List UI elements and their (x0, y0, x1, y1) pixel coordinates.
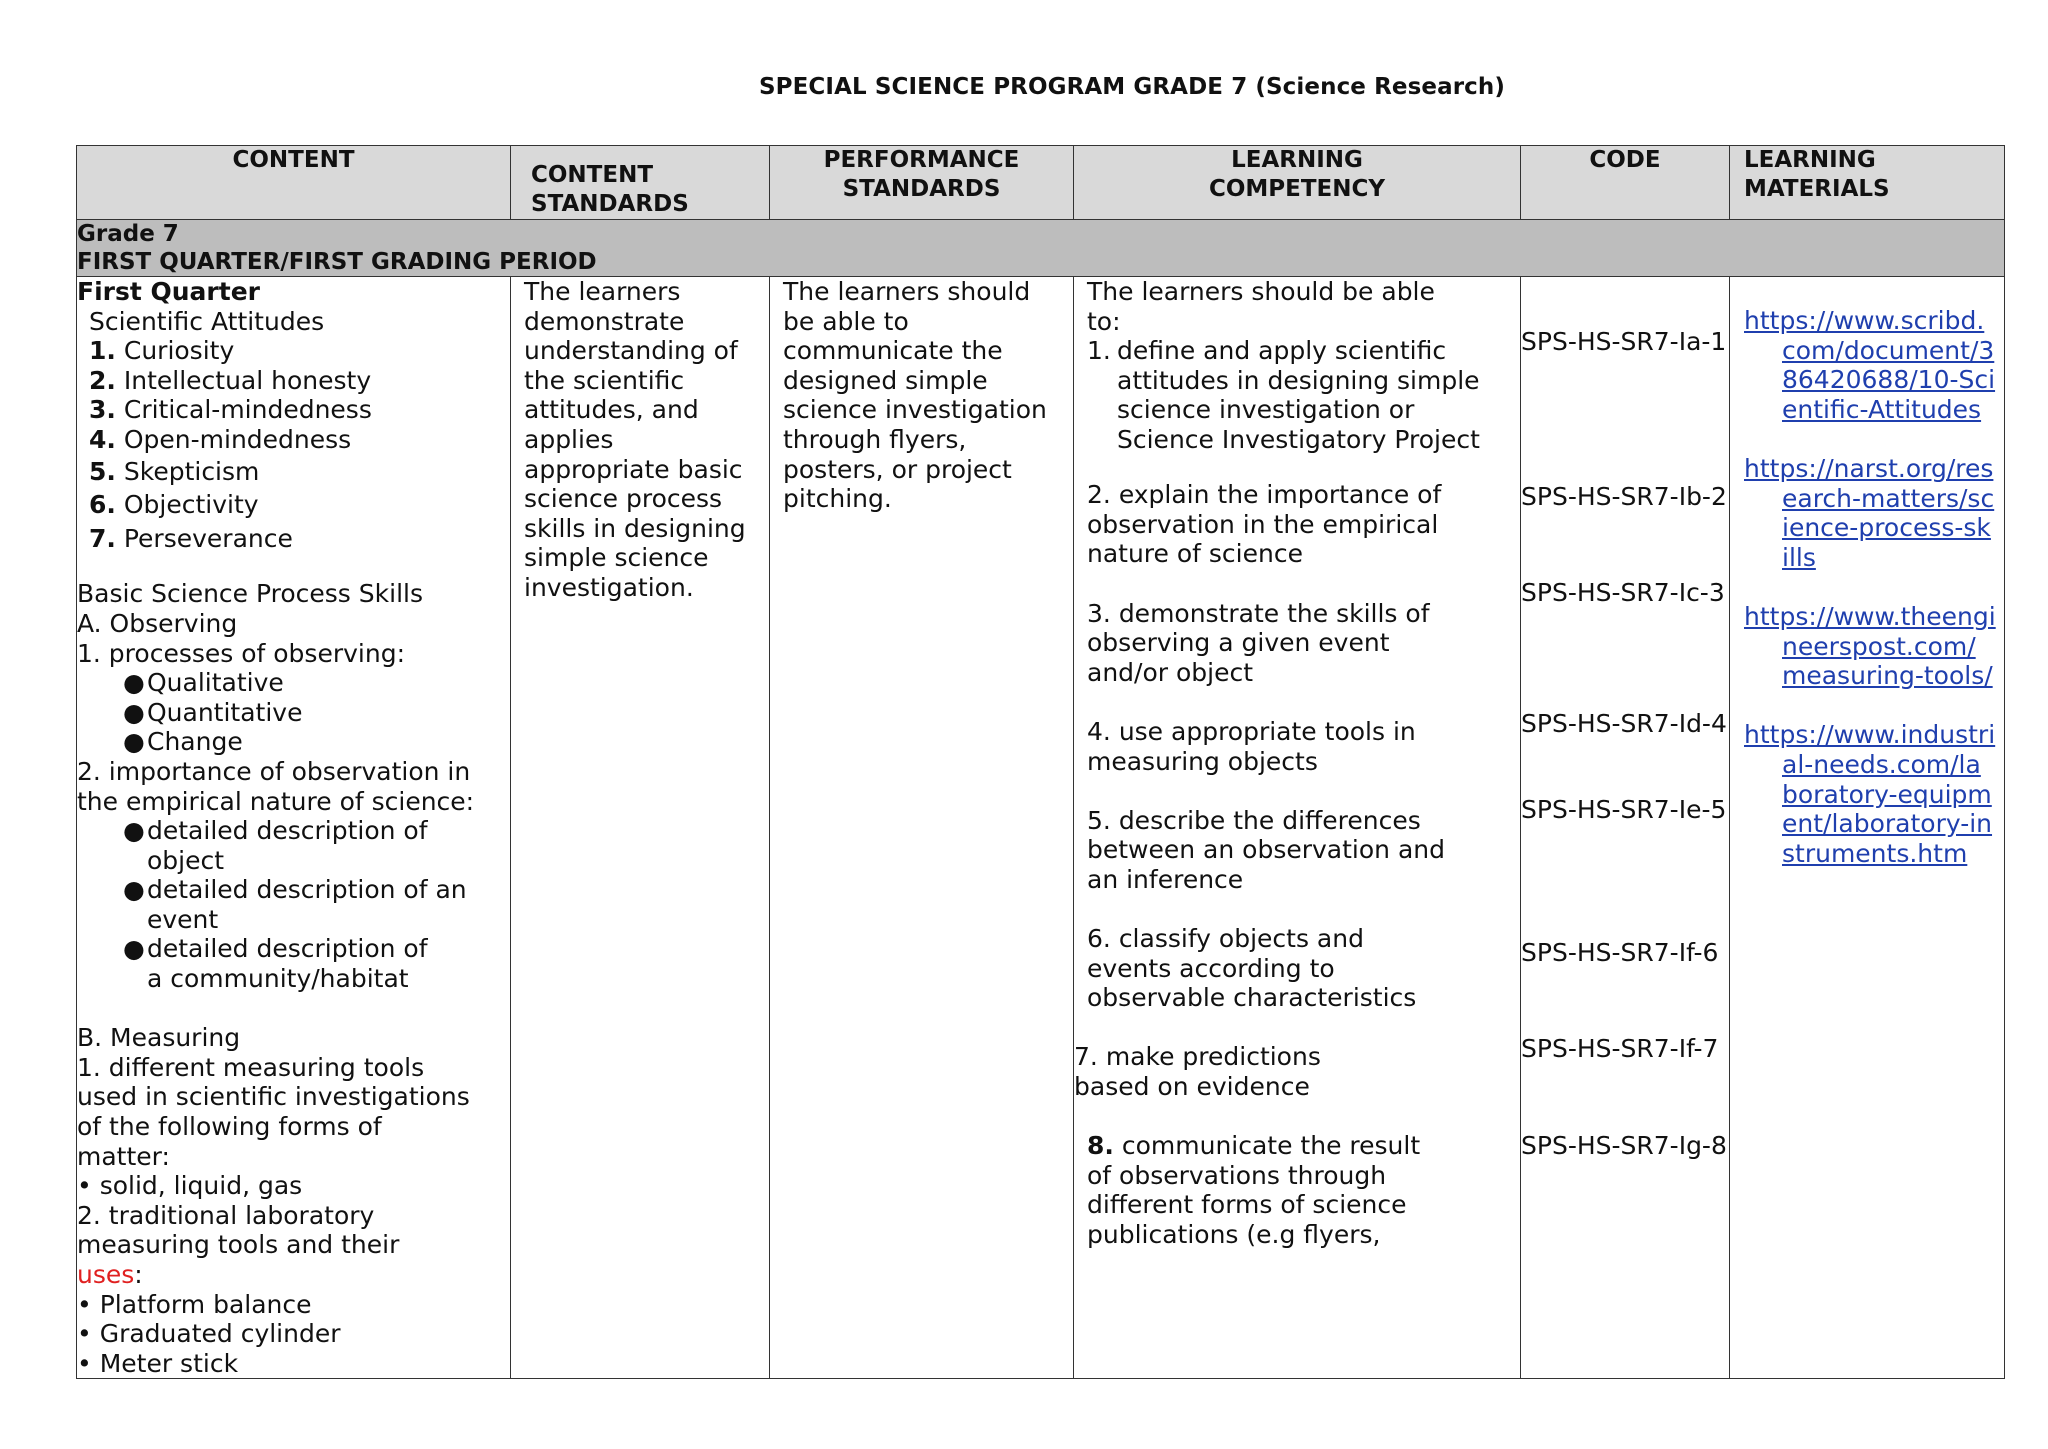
header-content: CONTENT (77, 146, 511, 220)
header-code: CODE (1521, 146, 1730, 220)
observing-processes: 1. processes of observing: (77, 638, 405, 668)
attitude-item: 7. Perseverance (89, 523, 293, 553)
attitude-item: 2. Intellectual honesty (89, 365, 372, 395)
list-item: • Graduated cylinder (77, 1319, 341, 1349)
observing-importance: 2. importance of observation in the empirical nature of science: (77, 756, 475, 816)
measuring-heading: B. Measuring (77, 1023, 241, 1053)
list-item: ● detailed description of object (123, 816, 428, 875)
list-item: ● Quantitative (123, 697, 303, 727)
learning-materials-cell (1730, 277, 2005, 1379)
content-cell (77, 277, 511, 1379)
code-label: SPS-HS-SR7-Ig-8 (1521, 1131, 1727, 1160)
list-item: ● Change (123, 727, 243, 757)
header-learning-competency: LEARNING COMPETENCY (1074, 146, 1521, 220)
list-item: • Meter stick (77, 1348, 239, 1378)
attitude-item: 3. Critical-mindedness (89, 395, 372, 425)
header-performance-standards: PERFORMANCE STANDARDS (770, 146, 1074, 220)
competency-item: 1. define and apply scientific attitudes in designing simple science investigation or Science Investigatory Project (1087, 336, 1480, 454)
band-grade: Grade 7 (77, 221, 179, 247)
competency-item: 5. describe the differences between an observation and an inference (1087, 805, 1445, 894)
content-row (77, 277, 2005, 1379)
material-link[interactable]: https://www.theengineerspost.com/measuring-tools/ (1744, 601, 1996, 691)
list-item: • solid, liquid, gas (77, 1171, 303, 1201)
code-label: SPS-HS-SR7-If-6 (1521, 938, 1719, 967)
grade-band-row (77, 220, 2005, 277)
header-content-standards: CONTENT STANDARDS (511, 146, 770, 220)
competency-item: 8. communicate the result of observations through different forms of science publications (e.g flyers, (1087, 1131, 1421, 1249)
material-link[interactable]: https://www.industrial-needs.com/laboratory-equipment/laboratory-instruments.htm (1744, 720, 1996, 868)
competency-item: 2. explain the importance of observation in the empirical nature of science (1087, 480, 1442, 569)
page-title: SPECIAL SCIENCE PROGRAM GRADE 7 (Science Research) (759, 74, 1505, 100)
attitude-item: 1. Curiosity (89, 336, 235, 366)
measuring-tools: 1. different measuring tools used in scientific investigations of the following forms of matter: (77, 1052, 470, 1171)
list-item: • Platform balance (77, 1289, 312, 1319)
quarter-heading: First Quarter (77, 277, 260, 306)
attitude-item: 6. Objectivity (89, 490, 259, 520)
material-link[interactable]: https://www.scribd.com/document/386420688/10-Scientific-Attitudes (1744, 306, 1996, 424)
attitudes-heading: Scientific Attitudes (89, 306, 325, 336)
learning-competency-cell (1074, 277, 1521, 1379)
skills-heading: Basic Science Process Skills (77, 579, 423, 609)
list-item: ● detailed description of a community/habitat (123, 934, 428, 994)
grade-band (77, 220, 2005, 277)
code-label: SPS-HS-SR7-Ie-5 (1521, 795, 1727, 824)
attitude-item: 5. Skepticism (89, 456, 260, 486)
competency-item: 4. use appropriate tools in measuring objects (1087, 716, 1416, 776)
competency-intro: The learners should be able to: (1087, 277, 1435, 336)
code-cell (1521, 277, 1730, 1379)
measuring-traditional: 2. traditional laboratory measuring tools and their uses: (77, 1200, 400, 1289)
list-item: ● Qualitative (123, 668, 284, 698)
list-item: ● detailed description of an event (123, 875, 467, 934)
header-learning-materials: LEARNING MATERIALS (1730, 146, 2005, 220)
performance-standards-text: The learners should be able to communicate the designed simple science investigation through flyers, posters, or project pitching. (783, 277, 1047, 514)
curriculum-table (76, 145, 2005, 1379)
observing-heading: A. Observing (77, 608, 238, 638)
competency-item: 6. classify objects and events according to observable characteristics (1087, 924, 1417, 1013)
competency-item: 3. demonstrate the skills of observing a given event and/or object (1087, 598, 1430, 687)
uses-highlight: uses (77, 1260, 135, 1289)
code-label: SPS-HS-SR7-Ic-3 (1521, 578, 1725, 607)
code-label: SPS-HS-SR7-Ia-1 (1521, 327, 1727, 356)
content-standards-text: The learners demonstrate understanding of the scientific attitudes, and applies appropriate basic science process skills in designing simple science investigation. (524, 277, 746, 602)
content-standards-cell (511, 277, 770, 1379)
material-link[interactable]: https://narst.org/research-matters/science-process-skills (1744, 453, 1995, 572)
competency-item: 7. make predictions based on evidence (1074, 1042, 1321, 1102)
performance-standards-cell (770, 277, 1074, 1379)
band-period: FIRST QUARTER/FIRST GRADING PERIOD (77, 249, 597, 275)
code-label: SPS-HS-SR7-Ib-2 (1521, 482, 1727, 511)
code-label: SPS-HS-SR7-If-7 (1521, 1034, 1719, 1063)
attitude-item: 4. Open-mindedness (89, 424, 352, 454)
header-row (77, 146, 2005, 220)
code-label: SPS-HS-SR7-Id-4 (1521, 709, 1727, 738)
